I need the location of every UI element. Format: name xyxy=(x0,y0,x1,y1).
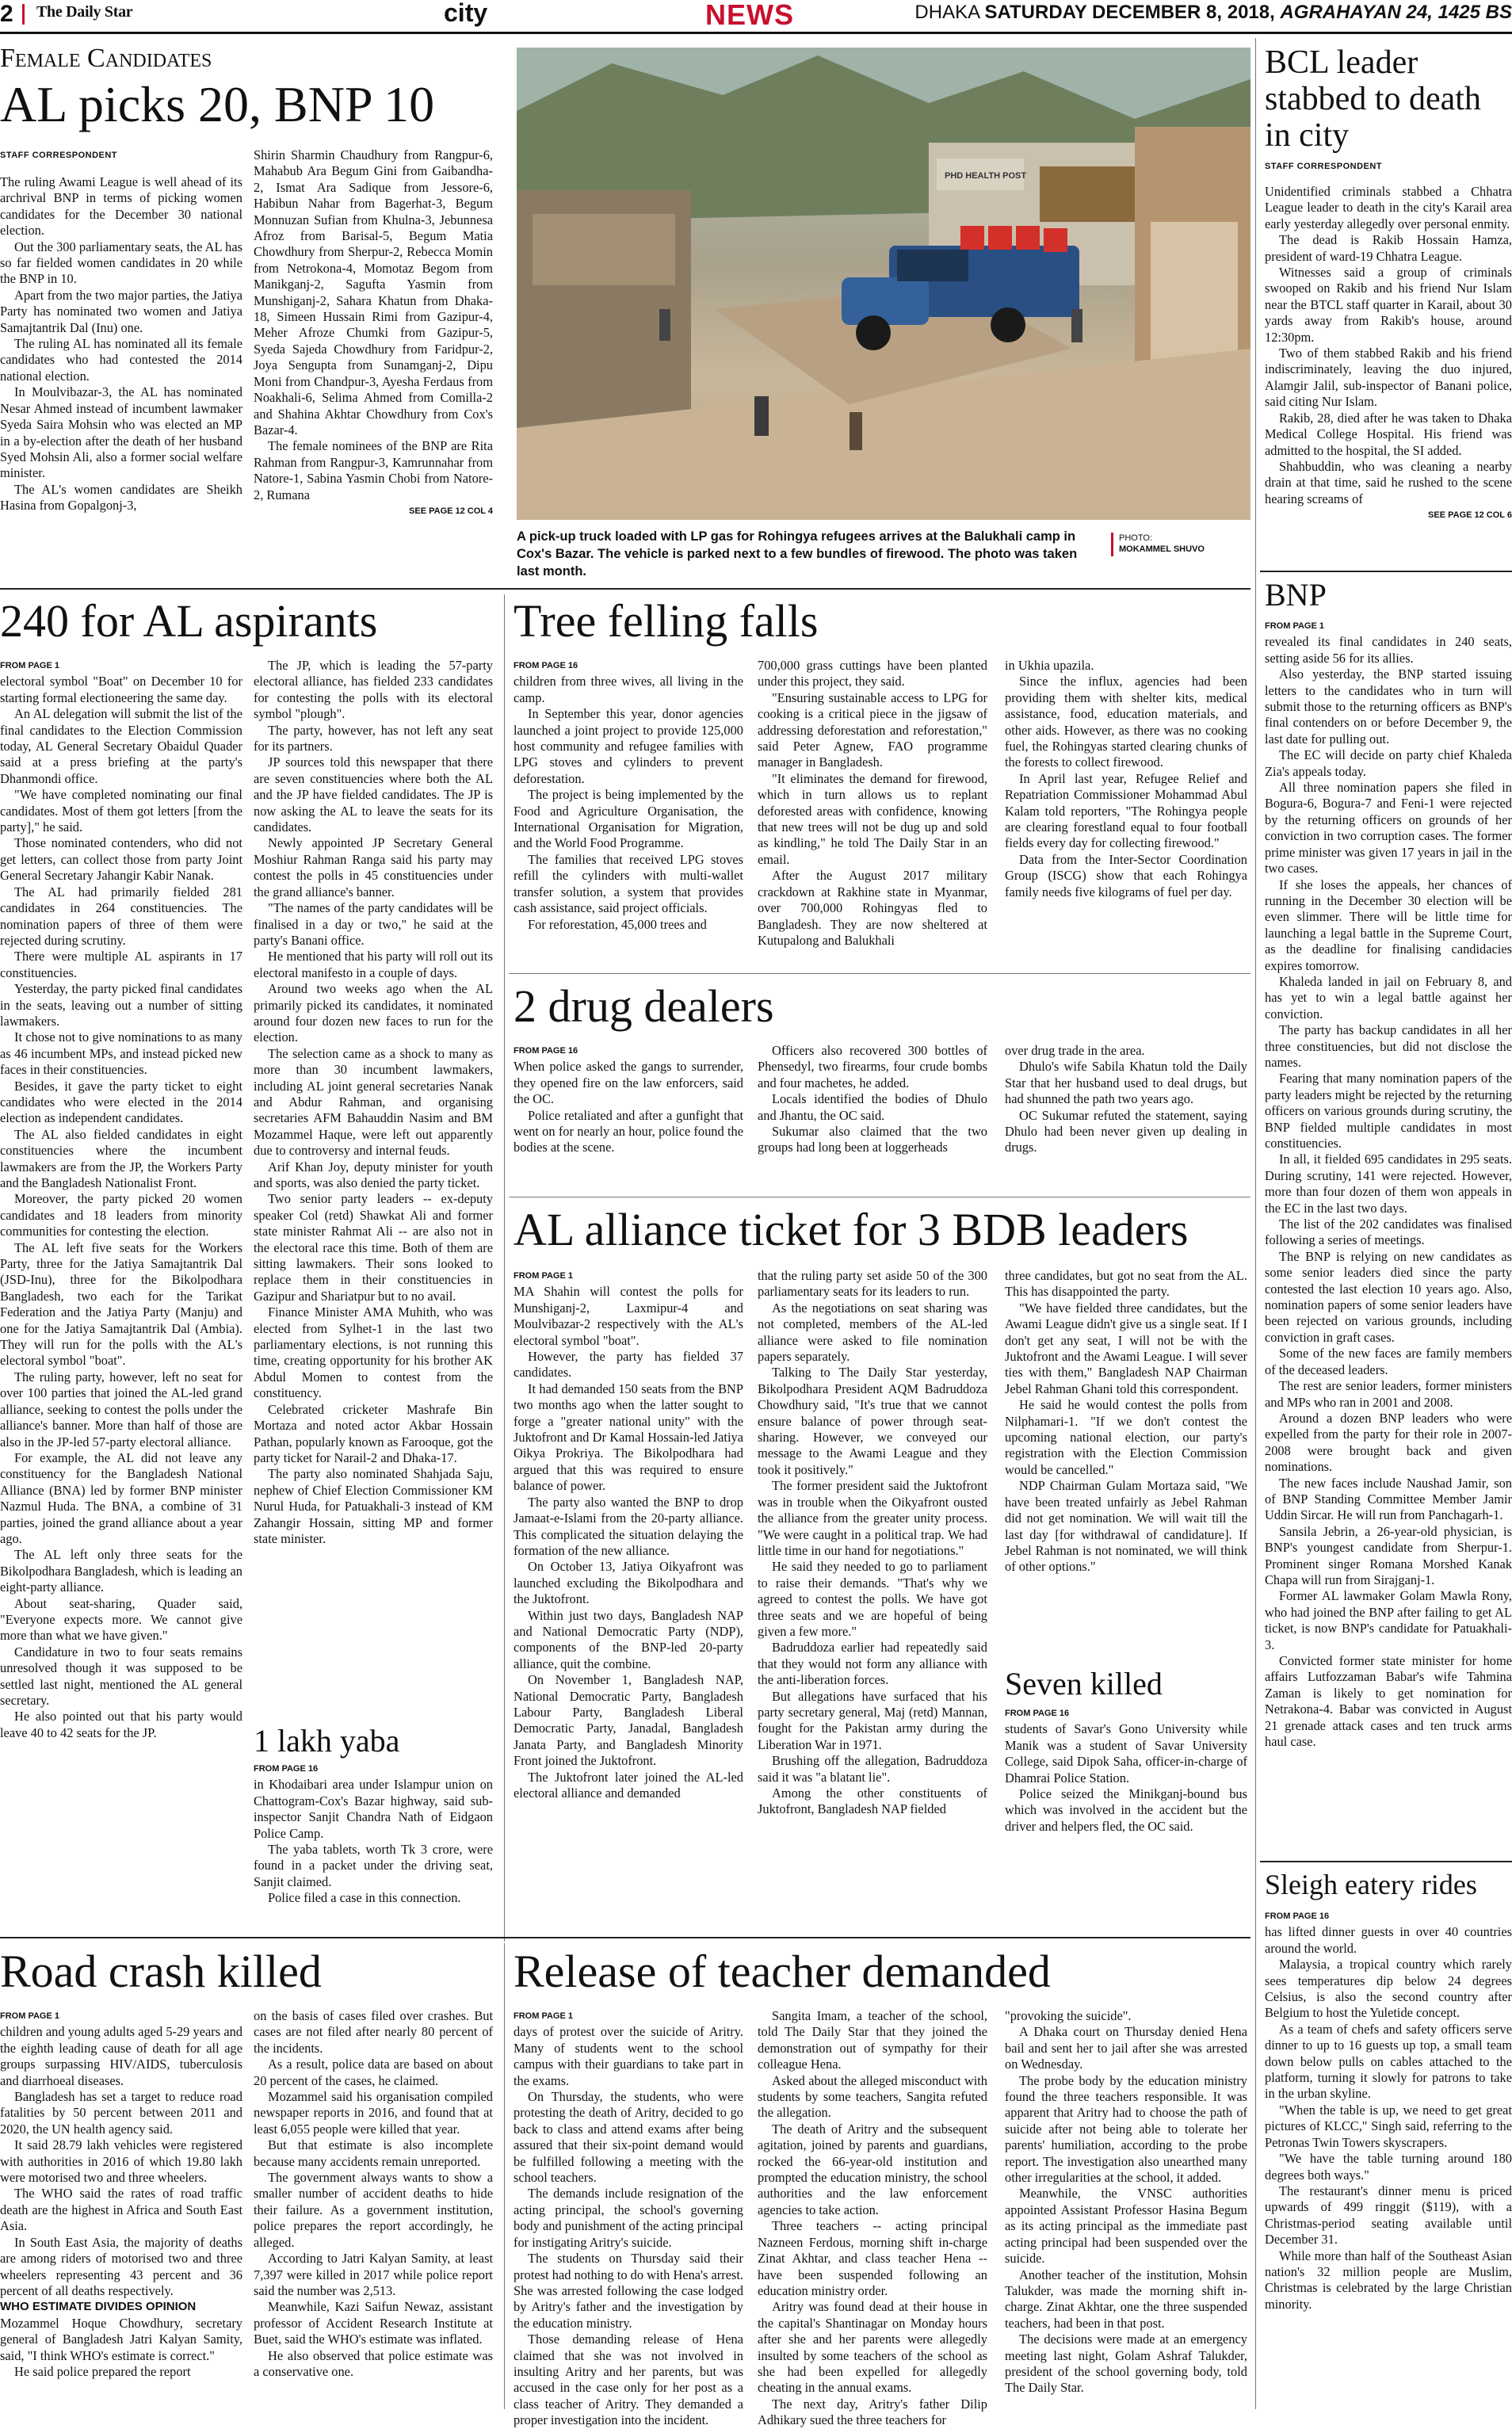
from-label: FROM PAGE 16 xyxy=(1005,1709,1070,1718)
paragraph: NDP Chairman Gulam Mortaza said, "We have been treated unfairly as Jebel Rahman did not get nomination. We will wait till the last day [for withdrawal of candidature]. If Jebel Rahman is not nominated, we will think of other options." xyxy=(1005,1478,1247,1575)
paragraph: JP sources told this newspaper that there are seven constituencies where both the AL and the JP have fielded candidates. The JP is now asking the AL to leave the seats for its candidates. xyxy=(254,754,493,835)
lead-byline: STAFF CORRESPONDENT xyxy=(0,151,118,160)
from-label: FROM PAGE 16 xyxy=(514,1046,578,1056)
paragraph: "It eliminates the demand for firewood, which in turn allows us to replant deforested areas with confidence, knowing that new trees will not be dug up and sold as kindling," he told The Daily Star in an email. xyxy=(758,770,987,867)
paragraph: The party also nominated Shahjada Saju, nephew of Chief Election Commissioner KM Nurul Huda, for Patuakhali-3 instead of KM Zahangir Hossain, sitting MP and former state minister. xyxy=(254,1466,493,1546)
paragraph: The BNP is relying on new candidates as some senior leaders died since the party contested the last election 10 years ago. Also, nomination papers of some senior leaders have been rejected on various grounds, including conviction in graft cases. xyxy=(1265,1248,1512,1345)
yaba-headline: 1 lakh yaba xyxy=(254,1723,400,1759)
paragraph: Police filed a case in this connection. xyxy=(268,1890,461,1906)
paragraph: On Thursday, the students, who were protesting the death of Aritry, decided to go back to class and attend exams after being assured that their six-point demand would be fulfilled following a meeting with the school teachers. xyxy=(514,2089,743,2186)
paragraph: On October 13, Jatiya Oikyafront was launched excluding the Bikolpodhara and the Juktofront. xyxy=(514,1559,743,1607)
paragraph: It chose not to give nominations to as many as 46 incumbent MPs, and instead picked new faces in their constituencies. xyxy=(0,1029,242,1078)
paragraph: He also pointed out that his party would leave 40 to 42 seats for the JP. xyxy=(0,1709,242,1740)
paragraph: The party, however, has not left any seat for its partners. xyxy=(254,722,493,754)
paragraph: Meanwhile, Kazi Saifun Newaz, assistant professor of Accident Research Institute at Buet, said the WHO's estimate was inflated. xyxy=(254,2299,493,2347)
paragraph: The students on Thursday said their protest had nothing to do with Hena's arrest. She was arrested following the case lodged by Aritry's father and the investigation by the education ministry. xyxy=(514,2251,743,2331)
paragraph: But that estimate is also incomplete because many accidents remain unreported. xyxy=(254,2137,493,2169)
paragraph: Those nominated contenders, who did not get letters, can collect those from party Joint General Secretary Jahangir Kabir Nanak. xyxy=(0,835,242,884)
paragraph: Mozammel Hoque Chowdhury, secretary general of Bangladesh Jatri Kalyan Samity, said, "I think WHO's estimate is correct." xyxy=(0,2315,242,2363)
paragraph: Khaleda landed in jail on February 8, and has yet to win a legal battle against her conviction. xyxy=(1265,973,1512,1022)
teacher-headline: Release of teacher demanded xyxy=(514,1946,1051,1997)
paragraph: on the basis of cases filed over crashes. But cases are not filed after nearly 80 percent of the incidents. xyxy=(254,2008,493,2056)
paragraph: "provoking the suicide". xyxy=(1005,2008,1132,2023)
paragraph: Finance Minister AMA Muhith, who was elected from Sylhet-1 in the last two parliamentary elections, is not running this time, creating opportunity for his brother AK Abdul Momen to contest from the constituency. xyxy=(254,1304,493,1401)
bnp-body xyxy=(1265,618,1512,1850)
paragraph: Locals identified the bodies of Dhulo and Jhantu, the OC said. xyxy=(758,1091,987,1123)
paragraph: It had demanded 150 seats from the BNP two months ago when the latter sought to forge a "greater national unity" with the Juktofront and Dr Kamal Hossain-led Jatiya Oikya Prokriya. The Bikolpodhara had argued that this was required to ensure balance of power. xyxy=(514,1381,743,1494)
drug-headline: 2 drug dealers xyxy=(514,980,774,1032)
bdb-col-1 xyxy=(514,1268,743,1934)
from-label: FROM PAGE 1 xyxy=(514,1271,573,1281)
paragraph: Mozammel said his organisation compiled newspaper reports in 2016, and found that at least 6,055 people were killed that year. xyxy=(254,2089,493,2137)
column-rule xyxy=(1255,38,1256,2409)
paragraph: The families that received LPG stoves refill the cylinders with multi-wallet transfer solution, a system that provides cash assistance, said project officials. xyxy=(514,851,743,916)
paragraph: OC Sukumar refuted the statement, saying Dhulo had been never given up dealing in drugs. xyxy=(1005,1107,1247,1155)
news-tag: NEWS xyxy=(705,0,794,31)
paragraph: He mentioned that his party will roll out its electoral manifesto in a couple of days. xyxy=(254,949,493,980)
paragraph: Three teachers -- acting principal Nazneen Ferdous, morning shift in-charge Zinat Akhtar, and class teacher Hena -- have been suspended following an education ministry order. xyxy=(758,2218,987,2298)
paragraph: Shahbuddin, who was cleaning a nearby drain at that time, said he rushed to the scene hearing screams of xyxy=(1265,458,1512,506)
tree-col-2 xyxy=(758,658,987,975)
paragraph: About seat-sharing, Quader said, "Everyone expects more. We cannot give more than what we have given." xyxy=(0,1595,242,1644)
bcl-byline: STAFF CORRESPONDENT xyxy=(1265,162,1383,171)
dateline-city: DHAKA xyxy=(914,2,985,23)
paragraph: While more than half of the Southeast Asian nation's 32 million people are Muslim, Christmas is celebrated by the large Christian minority. xyxy=(1265,2248,1512,2312)
lead-col-1 xyxy=(0,174,242,563)
paragraph: When police asked the gangs to surrender, they opened fire on the law enforcers, said the OC. xyxy=(514,1059,743,1107)
paragraph: The AL had primarily fielded 281 candidates in 264 constituencies. The nomination papers of three of them were rejected during scrutiny. xyxy=(0,884,242,948)
photo-credit-label: PHOTO: xyxy=(1119,533,1152,543)
paragraph: "When the table is up, we need to get great pictures of KLCC," Singh said, referring to the Petronas Twin Towers skyscrapers. xyxy=(1265,2102,1512,2150)
paragraph: Asked about the alleged misconduct with students by some teachers, Sangita refuted the allegation. xyxy=(758,2072,987,2121)
tree-col-3 xyxy=(1005,658,1247,975)
from-label: FROM PAGE 16 xyxy=(514,661,578,670)
tree-headline: Tree felling falls xyxy=(514,595,819,647)
column-rule xyxy=(504,594,505,1942)
paragraph: Besides, it gave the party ticket to eight candidates who were elected in the 2014 election as independent candidates. xyxy=(0,1078,242,1126)
paragraph: Around two weeks ago when the AL primarily picked its candidates, it nominated around four dozen new faces to run for the election. xyxy=(254,981,493,1045)
paragraph: Apart from the two major parties, the Jatiya Party has nominated two women and Jatiya Samajtantrik Dal (Inu) one. xyxy=(0,287,242,335)
paragraph: Around a dozen BNP leaders who were expelled from the party for their role in 2007-2008 were brought back and given nominations. xyxy=(1265,1410,1512,1475)
paragraph: The ruling party, however, left no seat for over 100 parties that joined the AL-led grand alliance, seeking to contest the polls under the alliance's banner. More than half of those are also in the JP-led 57-party electoral alliance. xyxy=(0,1369,242,1449)
from-label: FROM PAGE 1 xyxy=(0,661,59,670)
page-number-divider xyxy=(22,4,25,25)
paragraph: "We have completed nominating our final candidates. Most of them got letters [from the party]," he said. xyxy=(0,787,242,835)
paragraph: As a team of chefs and safety officers serve dinner to up to 16 guests up top, a small team down below pulls on cables attached to the platform, turning it slowly for patrons to take in the urban skyline. xyxy=(1265,2021,1512,2102)
paragraph: For reforestation, 45,000 trees and xyxy=(528,916,707,932)
paragraph: "We have fielded three candidates, but the Awami League didn't give us a single seat. If I don't get any seat, I will not be with the Juktofront and the Awami League. I will sever ties with them," Bangladesh NAP Chairman Jebel Rahman Ghani told this correspondent. xyxy=(1005,1300,1247,1396)
paragraph: After the August 2017 military crackdown at Rakhine state in Myanmar, over 700,000 Rohingyas fled to Bangladesh. They are now sheltered at Kutupalong and Balukhali xyxy=(758,868,987,948)
paragraph: The former president said the Juktofront was in trouble when the Oikyafront ousted the alliance from the greater unity process. "We were caught in a political trap. We had little time in our hand for negotiations." xyxy=(758,1478,987,1558)
paragraph: 700,000 grass cuttings have been planted under this project, they said. xyxy=(758,658,987,689)
continued-link[interactable]: SEE PAGE 12 COL 4 xyxy=(409,506,493,516)
paragraph: The AL also fielded candidates in eight constituencies where the incumbent lawmakers are from the JP, the Workers Party and the Bangladesh Nationalist Front. xyxy=(0,1126,242,1190)
paragraph: days of protest over the suicide of Aritry. Many of students went to the school campus with their guardians to take part in the exams. xyxy=(514,2024,743,2088)
bcl-body xyxy=(1265,184,1512,558)
paragraph: The new faces include Naushad Jamir, son of BNP Standing Committee Member Jamir Uddin Sircar. He will run from Panchagarh-1. xyxy=(1265,1475,1512,1523)
section-rule xyxy=(0,588,1250,590)
paragraph: There were multiple AL aspirants in 17 constituencies. xyxy=(0,949,242,980)
paragraph: However, the party has fielded 37 candidates. xyxy=(514,1349,743,1381)
paragraph: Aritry was found dead at their house in the capital's Shantinagar on Monday hours after she and her parents were allegedly insulted by some teachers of the school as she had been expelled for allegedly cheating in the annual exams. xyxy=(758,2299,987,2396)
paragraph: Meanwhile, the VNSC authorities appointed Assistant Professor Hasina Begum as its acting principal as the immediate past acting principal had been suspended over the suicide. xyxy=(1005,2186,1247,2267)
paragraph: Two of them stabbed Rakib and his friend indiscriminately, leaving the duo injured, Alamgir Jalil, sub-inspector of Banani police, said citing Nur Islam. xyxy=(1265,346,1512,410)
paragraph: A Dhaka court on Thursday denied Hena bail and sent her to jail after she was arrested on Wednesday. xyxy=(1005,2024,1247,2072)
sleigh-headline: Sleigh eatery rides xyxy=(1265,1869,1477,1900)
from-label: FROM PAGE 1 xyxy=(514,2011,573,2021)
paragraph: Officers also recovered 300 bottles of Phensedyl, two firearms, four crude bombs and four machetes, he added. xyxy=(758,1043,987,1090)
paragraph: Fearing that many nomination papers of the party leaders might be rejected by the returning officers on various grounds during scrutiny, the BNP fielded multiple candidates in most constituencies. xyxy=(1265,1071,1512,1151)
paragraph: that the ruling party set aside 50 of the 300 parliamentary seats for its leaders to run. xyxy=(758,1268,987,1300)
from-label: FROM PAGE 1 xyxy=(0,2011,59,2021)
paragraph: Sangita Imam, a teacher of the school, told The Daily Star that they joined the demonstration out of sympathy for their colleague Hena. xyxy=(758,2008,987,2072)
paragraph: All three nomination papers she filed in Bogura-6, Bogura-7 and Feni-1 were rejected by the returning officers on grounds of her conviction in two corruption cases. The former prime minister was given 17 years in jail in the two cases. xyxy=(1265,780,1512,877)
paragraph: In September this year, donor agencies launched a joint project to provide 125,000 host community and refugee families with LPG stoves and cylinders to prevent deforestation. xyxy=(514,706,743,786)
paragraph: The WHO said the rates of road traffic death are the highest in Africa and South East Asia. xyxy=(0,2186,242,2234)
paragraph: But allegations have surfaced that his party secretary general, Maj (retd) Mannan, fought for the Pakistan army during the Liberation War in 1971. xyxy=(758,1688,987,1752)
teacher-col-3 xyxy=(1005,2008,1247,2409)
paragraph: He said he would contest the polls from Nilphamari-1. "If we don't contest the upcoming national election, our party's registration with the Election Commission would be cancelled." xyxy=(1005,1397,1247,1477)
lead-kicker: Female Candidates xyxy=(0,44,212,73)
section-rule xyxy=(1260,571,1512,572)
paragraph: "Ensuring sustainable access to LPG for cooking is a critical piece in the jigsaw of addressing deforestation and reforestation," said Peter Agnew, FAO programme manager in Bangladesh. xyxy=(758,689,987,770)
photo-credit-bar xyxy=(1111,533,1113,556)
paragraph: As the negotiations on seat sharing was not completed, members of the AL-led alliance were asked to file nomination papers separately. xyxy=(758,1300,987,1365)
paragraph: If she loses the appeals, her chances of running in the December 30 election will be even slimmer. There will be little time for launching a legal battle in the Supreme Court, as the deadline for finalising candidacies expires tomorrow. xyxy=(1265,877,1512,973)
aspirants-col-1 xyxy=(0,658,242,1791)
paragraph: Two senior party leaders -- ex-deputy speaker Col (retd) Shawkat Ali and former state minister Rahmat Ali -- are also not in the electoral race this time. Both of them are sitting lawmakers. Their sons looked to replace them in their constituencies in Gazipur and Shariatpur but to no avail. xyxy=(254,1191,493,1304)
photo-credit-name: MOKAMMEL SHUVO xyxy=(1119,544,1205,554)
from-label: FROM PAGE 16 xyxy=(1265,1912,1330,1921)
tree-col-1 xyxy=(514,658,743,975)
paragraph: "We have the table turning around 180 degrees both ways." xyxy=(1265,2151,1512,2183)
paragraph: The party has backup candidates in all her three constituencies, but did not disclose the names. xyxy=(1265,1022,1512,1070)
paragraph: The JP, which is leading the 57-party electoral alliance, has fielded 233 candidates for contesting the polls with its electoral symbol "plough". xyxy=(254,658,493,722)
paragraph: The probe body by the education ministry found the three teachers responsible. It was apparent that Aritry had to choose the path of suicide after not being able to tolerate her parents' humiliation, according to the probe report. The investigation also unearthed many other irregularities at the school, it added. xyxy=(1005,2072,1247,2186)
paragraph: has lifted dinner guests in over 40 countries around the world. xyxy=(1265,1924,1512,1956)
column-rule xyxy=(504,1943,505,2409)
teacher-col-1 xyxy=(514,2008,743,2428)
paragraph: Convicted former state minister for home affairs Lutfozzaman Babar's wife Tahmina Zaman is likely to get nomination for Netrakona-4. Babar was convicted in August 21 grenade attack cases and ten truck arms haul case. xyxy=(1265,1653,1512,1750)
paragraph: "The names of the party candidates will be finalised in a day or two," he said at the party's Banani office. xyxy=(254,900,493,948)
paragraph: The rest are senior leaders, former ministers and MPs who ran in 2001 and 2008. xyxy=(1265,1378,1512,1410)
paragraph: The demands include resignation of the acting principal, the school's governing body and punishment of the acting principal for instigating Aritry's suicide. xyxy=(514,2186,743,2250)
seven-headline: Seven killed xyxy=(1005,1666,1163,1701)
paragraph: The ruling Awami League is well ahead of its archrival BNP in terms of picking women candidates for the December 30 national election. xyxy=(0,174,242,239)
paragraph: In Moulvibazar-3, the AL has nominated Nesar Ahmed instead of incumbent lawmaker Syeda Saira Mohsin who was elected an MP in a by-election after the death of her husband Syed Mohsin Ali, also a former social welfare minister. xyxy=(0,384,242,481)
section-name: city xyxy=(444,0,488,27)
paragraph: He said they needed to go to parliament to raise their demands. "That's why we agreed to contest the polls. We have got three seats and we are hopeful of being given a few more." xyxy=(758,1559,987,1639)
paragraph: The yaba tablets, worth Tk 3 crore, were found in a packet under the driving seat, Sanjit claimed. xyxy=(254,1842,493,1889)
paragraph: The project is being implemented by the Food and Agriculture Organisation, the International Organisation for Migration, and the World Food Programme. xyxy=(514,787,743,851)
road-col-2 xyxy=(254,2008,493,2409)
drug-col-1 xyxy=(514,1043,743,1178)
paragraph: Witnesses said a group of criminals swooped on Rakib and his friend Nur Islam near the BTCL staff quarter in Karail, about 30 yards away from Rakib's house, around 12:30pm. xyxy=(1265,265,1512,345)
aspirants-headline: 240 for AL aspirants xyxy=(0,595,378,647)
paragraph: students of Savar's Gono University while Manik was a student of Savar University College, said Dipok Saha, officer-in-charge of Dhamrai Police Station. xyxy=(1005,1721,1247,1785)
lead-col-2 xyxy=(254,147,493,563)
paragraph: The AL's women candidates are Sheikh Hasina from Gopalgonj-3, xyxy=(0,481,242,514)
paragraph: The AL left only three seats for the Bikolpodhara Bangladesh, which is leading an eight-party alliance. xyxy=(0,1547,242,1595)
paragraph: The next day, Aritry's father Dilip Adhikary sued the three teachers for xyxy=(758,2396,987,2428)
paragraph: For example, the AL did not leave any constituency for the Bangladesh National Alliance (BNA) led by former BNP minister Nazmul Huda. The BNA, a combine of 31 parties, joined the grand alliance about a year ago. xyxy=(0,1449,242,1546)
bcl-headline: BCL leader stabbed to death in city xyxy=(1265,44,1481,154)
paragraph: Brushing off the allegation, Badruddoza said it was "a blatant lie". xyxy=(758,1753,987,1785)
paragraph: According to Jatri Kalyan Samity, at least 7,397 were killed in 2017 while police report said the number was 2,513. xyxy=(254,2251,493,2298)
paragraph: Within just two days, Bangladesh NAP and National Democratic Party (NDP), components of the BNP-led 20-party alliance, quit the combine. xyxy=(514,1607,743,1671)
paragraph: An AL delegation will submit the list of the final candidates to the Election Commission today, AL General Secretary Obaidul Quader said at a press briefing at the party's Dhanmondi office. xyxy=(0,706,242,786)
section-rule xyxy=(509,973,1250,974)
aspirants-col-2 xyxy=(254,658,493,1743)
bdb-col-2 xyxy=(758,1268,987,1934)
paragraph: children from three wives, all living in the camp. xyxy=(514,674,743,705)
paragraph: Unidentified criminals stabbed a Chhatra League leader to death in the city's Karail area early yesterday allegedly over personal enmity. xyxy=(1265,184,1512,231)
lead-headline: AL picks 20, BNP 10 xyxy=(0,76,435,132)
bnp-headline: BNP xyxy=(1265,577,1327,613)
paragraph: The Juktofront later joined the AL-led electoral alliance and demanded xyxy=(514,1769,743,1801)
photo-caption: A pick-up truck loaded with LP gas for Rohingya refugees arrives at the Balukhali camp in Cox's Bazar. The vehicle is parked next to a few bundles of firewood. The photo was taken last month. xyxy=(517,529,1078,579)
from-label: FROM PAGE 16 xyxy=(254,1764,319,1774)
paragraph: Moreover, the party picked 20 women candidates and 18 leaders from minority communities for contesting the election. xyxy=(0,1191,242,1239)
paragraph: The party also wanted the BNP to drop Jamaat-e-Islami from the 20-party alliance. This complicated the situation delaying the formation of the new alliance. xyxy=(514,1494,743,1558)
dateline-bangla: AGRAHAYAN 24, 1425 BS xyxy=(1280,2,1512,23)
header-rule xyxy=(0,32,1512,34)
paragraph: Dhulo's wife Sabila Khatun told the Daily Star that her husband used to deal drugs, but had shunned the path two years ago. xyxy=(1005,1059,1247,1107)
section-rule xyxy=(1260,1861,1512,1862)
paragraph: Since the influx, agencies had been providing them with shelter kits, medical assistance, food, education materials, and other aids. However, as there was no cooking fuel, the Rohingyas started clearing chunks of the forests to collect firewood. xyxy=(1005,674,1247,770)
paragraph: The government always wants to show a smaller number of accident deaths to hide their failure. As a government institution, police prepares the report accordingly, he alleged. xyxy=(254,2170,493,2250)
paragraph: The death of Aritry and the subsequent agitation, joined by parents and guardians, rocked the 66-year-old institution and prompted the education ministry, the school authorities and the law enforcement agencies to take action. xyxy=(758,2121,987,2217)
yaba-body xyxy=(254,1761,493,1919)
paragraph: Newly appointed JP Secretary General Moshiur Rahman Ranga said his party may contest the polls in 45 constituencies under the grand alliance's banner. xyxy=(254,835,493,899)
news-photo xyxy=(517,48,1250,520)
from-label: FROM PAGE 1 xyxy=(1265,621,1324,631)
paragraph: Badruddoza earlier had repeatedly said that they would not form any alliance with the anti-liberation forces. xyxy=(758,1640,987,1688)
paragraph: The female nominees of the BNP are Rita Rahman from Rangpur-3, Kamrunnahar from Natore-1, Sabina Yasmin Chobi from Natore-2, Rumana xyxy=(254,438,493,502)
paragraph: revealed its final candidates in 240 seats, setting aside 56 for its allies. xyxy=(1265,634,1512,666)
paragraph: over drug trade in the area. xyxy=(1005,1043,1145,1058)
paragraph: electoral symbol "Boat" on December 10 for starting formal electioneering the same day. xyxy=(0,674,242,705)
paragraph: Shirin Sharmin Chaudhury from Rangpur-6, Mahabub Ara Begum Gini from Gaibandha-2, Ismat Ara Sadique from Jessore-6, Habibun Nahar from Bagerhat-3, Begum Monnuzan Sufian from Khulna-3, Jebunnesa Afroz from Barisal-5, Begum Matia Chowdhury from Sherpur-2, Rebecca Momin from Netrokona-4, Momotaz Begom from Manikganj-2, Sagufta Yasmin from Munshiganj-2, Sahara Khatun from Dhaka-18, Simeen Hussain Rimi from Gazipur-4, Meher Afroze Chumki from Gazipur-5, Syeda Sajeda Chowdhury from Faridpur-2, Joya Sengupta from Sunamganj-2, Dipu Moni from Chandpur-3, Ayesha Ferdaus from Noakhali-6, Selima Ahmed from Comilla-2 and Shahina Akhtar Chowdhury from Cox's Bazar-4. xyxy=(254,147,493,437)
bdb-col-3 xyxy=(1005,1268,1247,1664)
road-col-1 xyxy=(0,2008,242,2409)
paragraph: In South East Asia, the majority of deaths are among riders of motorised two and three wheelers representing 43 percent and 36 percent of all deaths respectively. xyxy=(0,2234,242,2298)
paragraph: Some of the new faces are family members of the deceased leaders. xyxy=(1265,1346,1512,1377)
paragraph: The EC will decide on party chief Khaleda Zia's appeals today. xyxy=(1265,747,1512,779)
continued-link[interactable]: SEE PAGE 12 COL 6 xyxy=(1428,510,1512,521)
dateline xyxy=(914,2,1512,24)
paragraph: Arif Khan Joy, deputy minister for youth and sports, was also denied the party ticket. xyxy=(254,1159,493,1190)
paragraph: Among the other constituents of Juktofront, Bangladesh NAP fielded xyxy=(758,1785,987,1817)
paragraph: Rakib, 28, died after he was taken to Dhaka Medical College Hospital. His friend was admitted to the hospital, the SI added. xyxy=(1265,410,1512,458)
paragraph: Former AL lawmaker Golam Mawla Rony, who had joined the BNP after failing to get AL ticket, is now BNP's candidate for Patuakhali-3. xyxy=(1265,1588,1512,1652)
seven-body xyxy=(1005,1705,1247,1927)
paragraph: Out the 300 parliamentary seats, the AL has so far fielded women candidates in 20 while the BNP in 10. xyxy=(0,239,242,287)
paragraph: Another teacher of the institution, Mohsin Talukder, was made the morning shift in-charge. Zinat Akhtar, one the three suspended teachers, had been in that post. xyxy=(1005,2267,1247,2331)
paragraph: MA Shahin will contest the polls for Munshiganj-2, Laxmipur-4 and Moulvibazar-2 respectively with the AL's electoral symbol "boat". xyxy=(514,1284,743,1348)
paragraph: As a result, police data are based on about 20 percent of the cases, he claimed. xyxy=(254,2057,493,2088)
paragraph: Also yesterday, the BNP started issuing letters to the candidates who in turn will submit those to the returning officers as BNP's final contenders on or before December 9, the last date for pulling out. xyxy=(1265,666,1512,747)
paragraph: in Khodaibari area under Islampur union on Chattogram-Cox's Bazar highway, said sub-inspector Sanjit Chandra Nath of Eidgaon Police Camp. xyxy=(254,1777,493,1841)
paragraph: in Ukhia upazila. xyxy=(1005,658,1094,673)
paragraph: Malaysia, a tropical country which rarely sees temperatures dip below 24 degrees Celsius, is also the second country after Belgium to host the Yuletide concept. xyxy=(1265,1957,1512,2021)
paragraph: It said 28.79 lakh vehicles were registered with authorities in 2016 of which 19.80 lakh were motorised two and three wheelers. xyxy=(0,2137,242,2186)
paragraph: He said police prepared the report xyxy=(14,2363,191,2379)
masthead-logo: The Daily Star xyxy=(36,3,133,21)
paragraph: children and young adults aged 5-29 years and the eighth leading cause of death for all age groups surpassing HIV/AIDS, tuberculosis and diarrhoeal diseases. xyxy=(0,2024,242,2088)
paragraph: The list of the 202 candidates was finalised following a series of meetings. xyxy=(1265,1216,1512,1248)
dateline-date: SATURDAY DECEMBER 8, 2018, xyxy=(984,2,1281,23)
paragraph: Sansila Jebrin, a 26-year-old physician, is BNP's youngest candidate from Sherpur-1. Prominent singer Romana Morshed Kanak Chapa will run from Sirajganj-1. xyxy=(1265,1523,1512,1587)
paragraph: The decisions were made at an emergency meeting last night, Golam Ashraf Talukder, president of the school governing body, told The Daily Star. xyxy=(1005,2332,1247,2396)
paragraph: In April last year, Refugee Relief and Repatriation Commissioner Mohammad Abul Kalam told reporters, "The Rohingya people are clearing forestland equal to four football fields every day for collecting firewood." xyxy=(1005,770,1247,851)
drug-col-2 xyxy=(758,1043,987,1178)
paragraph: three candidates, but got no seat from the AL. This has disappointed the party. xyxy=(1005,1268,1247,1300)
section-rule xyxy=(0,1937,1250,1938)
paragraph: Yesterday, the party picked final candidates in the seats, leaving out a number of sitting lawmakers. xyxy=(0,981,242,1029)
paragraph: In all, it fielded 695 candidates in 295 seats. During scrutiny, 141 were rejected. However, more than four dozen of them won appeals in the EC in the last two days. xyxy=(1265,1151,1512,1216)
photo-credit xyxy=(1119,533,1205,555)
road-headline: Road crash killed xyxy=(0,1946,322,1997)
paragraph: On November 1, Bangladesh NAP, National Democratic Party, Bangladesh Labour Party, Bangladesh Liberal Democratic Party, Janadal, Bangladesh Janata Party, and Bangladesh Minority Front joined the Juktofront. xyxy=(514,1672,743,1769)
paragraph: Police seized the Minikganj-bound bus which was involved in the accident but the driver and helpers fled, the OC said. xyxy=(1005,1786,1247,1834)
paragraph: Celebrated cricketer Mashrafe Bin Mortaza and noted actor Akbar Hossain Pathan, popularly known as Farooque, got the party ticket for Narail-2 and Dhaka-17. xyxy=(254,1401,493,1465)
paragraph: Police retaliated and after a gunfight that went on for nearly an hour, police found the bodies at the scene. xyxy=(514,1107,743,1155)
refugee-camp-photo xyxy=(517,48,1250,520)
paragraph: Bangladesh has set a target to reduce road fatalities by 50 percent between 2011 and 2020, the UN health agency said. xyxy=(0,2089,242,2137)
paragraph: He also observed that police estimate was a conservative one. xyxy=(254,2347,493,2379)
page-header xyxy=(0,0,1512,32)
paragraph: The dead is Rakib Hossain Hamza, president of ward-19 Chhatra League. xyxy=(1265,232,1512,264)
paragraph: The selection came as a shock to many as more than 30 incumbent lawmakers, including AL joint general secretaries Nanak and Abdur Rahman, and organising secretaries AFM Bahauddin Nasim and BM Mozammel Haque, were left out apparently due to controversy and internal feuds. xyxy=(254,1045,493,1159)
teacher-col-2 xyxy=(758,2008,987,2428)
paragraph: The ruling AL has nominated all its female candidates who had contested the 2014 national election. xyxy=(0,336,242,384)
health-post-sign: PHD HEALTH POST xyxy=(945,171,1027,181)
drug-col-3 xyxy=(1005,1043,1247,1178)
subheading: WHO ESTIMATE DIVIDES OPINION xyxy=(0,2300,197,2314)
paragraph: Talking to The Daily Star yesterday, Bikolpodhara President AQM Badruddoza Chowdhury said, "It's true that we cannot ensure balance of power through seat-sharing. However, we conveyed our message to the Awami League and they took it positively." xyxy=(758,1365,987,1477)
sleigh-body xyxy=(1265,1908,1512,2409)
paragraph: Data from the Inter-Sector Coordination Group (ISCG) show that each Rohingya family needs five kilograms of fuel per day. xyxy=(1005,851,1247,899)
paragraph: The AL left five seats for the Workers Party, three for the Jatiya Samajtantrik Dal (JSD-Inu), three for the Bikolpodhara Bangladesh, two each for the Tarikat Federation and the Jatiya Party (Manju) and one for the Jatiya Samajtantrik Dal (Ambia). They will run for the polls with the AL's electoral symbol "boat". xyxy=(0,1239,242,1369)
bdb-headline: AL alliance ticket for 3 BDB leaders xyxy=(514,1204,1189,1255)
page-number-box: 2 xyxy=(0,1,13,27)
paragraph: Sukumar also claimed that the two groups had long been at loggerheads xyxy=(758,1124,987,1155)
paragraph: Those demanding release of Hena claimed that she was not involved in insulting Aritry and her parents, but was accused in the case only for her post as a class teacher of Aritry. They demanded a proper investigation into the incident. xyxy=(514,2332,743,2428)
paragraph: The restaurant's dinner menu is priced upwards of 499 ringgit ($119), with a Christmas-period seating available until December 31. xyxy=(1265,2183,1512,2248)
paragraph: Candidature in two to four seats remains unresolved though it was supposed to be settled last night, mentioned the AL general secretary. xyxy=(0,1644,242,1708)
